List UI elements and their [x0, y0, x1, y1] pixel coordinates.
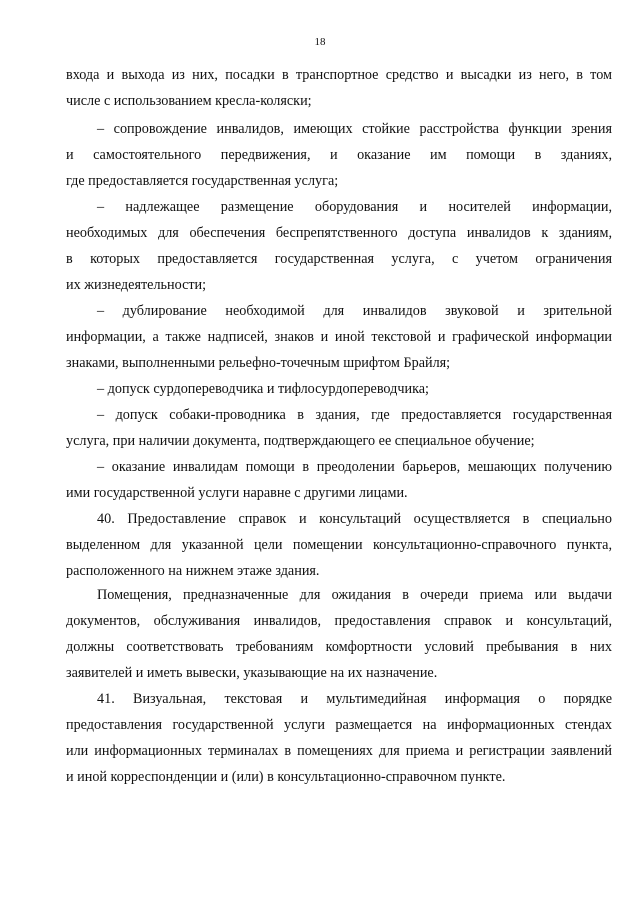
text-line: – допуск сурдопереводчика и тифлосурдопереводчика; [97, 381, 429, 397]
text-line: знаками, выполненными рельефно-точечным шрифтом Брайля; [66, 355, 451, 371]
text-line: документов, обслуживания инвалидов, предоставления справок и консультаций, [66, 613, 612, 629]
text-line: расположенного на нижнем этаже здания. [66, 563, 320, 579]
text-line: – надлежащее размещение оборудования и носителей информации, [97, 199, 612, 215]
text-line: где предоставляется государственная услуга; [66, 173, 339, 189]
text-line: и самостоятельного передвижения, и оказание им помощи в зданиях, [66, 147, 612, 163]
text-line: в которых предоставляется государственная услуга, с учетом ограничения [66, 251, 612, 267]
text-line: заявителей и иметь вывески, указывающие на их назначение. [66, 665, 438, 681]
text-line: и иной корреспонденции и (или) в консультационно-справочном пункте. [66, 769, 506, 785]
text-line: предоставления государственной услуги размещается на информационных стендах [66, 717, 612, 733]
text-line: ими государственной услуги наравне с другими лицами. [66, 485, 408, 501]
text-line: информации, а также надписей, знаков и иной текстовой и графической информации [66, 329, 612, 345]
text-line: их жизнедеятельности; [66, 277, 207, 293]
text-line: входа и выхода из них, посадки в транспортное средство и высадки из него, в том [66, 67, 612, 83]
text-line: Помещения, предназначенные для ожидания в очереди приема или выдачи [97, 587, 612, 603]
text-line: или информационных терминалах в помещениях для приема и регистрации заявлений [66, 743, 612, 759]
text-line: должны соответствовать требованиям комфортности условий пребывания в них [66, 639, 612, 655]
text-line: выделенном для указанной цели помещении консультационно-справочного пункта, [66, 537, 612, 553]
text-line: 40. Предоставление справок и консультаций осуществляется в специально [97, 511, 612, 527]
text-line: необходимых для обеспечения беспрепятственного доступа инвалидов к зданиям, [66, 225, 612, 241]
page-number: 18 [314, 36, 326, 48]
text-line: числе с использованием кресла-коляски; [66, 93, 312, 109]
text-line: – оказание инвалидам помощи в преодолении барьеров, мешающих получению [97, 459, 612, 475]
text-line: 41. Визуальная, текстовая и мультимедийная информация о порядке [97, 691, 612, 707]
text-line: – допуск собаки-проводника в здания, где предоставляется государственная [97, 407, 612, 423]
text-line: – сопровождение инвалидов, имеющих стойкие расстройства функции зрения [97, 121, 612, 137]
text-line: – дублирование необходимой для инвалидов звуковой и зрительной [97, 303, 612, 319]
text-line: услуга, при наличии документа, подтверждающего ее специальное обучение; [66, 433, 535, 449]
